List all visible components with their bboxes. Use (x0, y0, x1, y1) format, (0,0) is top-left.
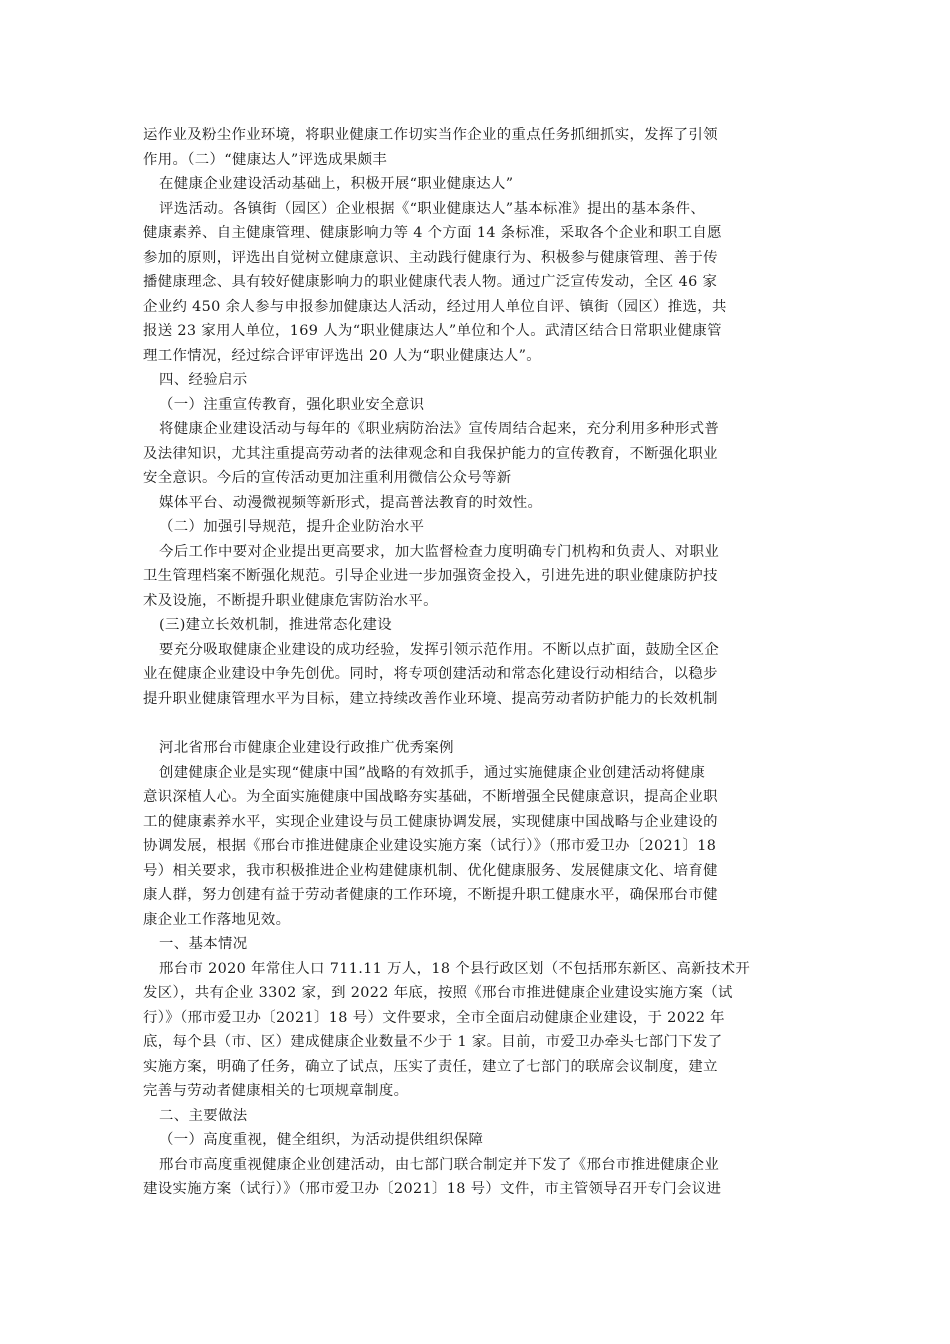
text-line: 在健康企业建设活动基础上，积极开展“职业健康达人” (159, 176, 514, 192)
text-line: 工的健康素养水平，实现企业建设与员工健康协调发展，实现健康中国战略与企业建设的 (143, 813, 718, 830)
text-line: 河北省邢台市健康企业建设行政推广优秀案例 (159, 740, 454, 756)
blank-line (143, 711, 808, 736)
text-line: 报送 23 家用人单位，169 人为“职业健康达人”单位和个人。武清区结合日常职业健康管 (143, 323, 722, 339)
text-line: 安全意识。今后的宣传活动更加注重利用微信公众号等新 (143, 470, 512, 486)
text-line: 及法律知识，尤其注重提高劳动者的法律观念和自我保护能力的宣传教育，不断强化职业 (143, 445, 718, 462)
text-line: 参加的原则，评选出自觉树立健康意识、主动践行健康行为、积极参与健康管理、善于传 (143, 249, 718, 266)
text-line: 一、基本情况 (159, 936, 248, 952)
text-line: 播健康理念、具有较好健康影响力的职业健康代表人物。通过广泛宣传发动，全区 46 家 (143, 274, 718, 290)
text-line: 号）相关要求，我市积极推进企业构建健康机制、优化健康服务、发展健康文化、培育健 (143, 862, 718, 879)
text-line: 实施方案，明确了任务，确立了试点，压实了责任，建立了七部门的联席会议制度，建立 (143, 1058, 718, 1075)
text-line: 评选活动。各镇街（园区）企业根据《“职业健康达人”基本标准》提出的基本条件、 (159, 200, 706, 217)
text-line: 康企业工作落地见效。 (143, 911, 291, 928)
text-line: 卫生管理档案不断强化规范。引导企业进一步加强资金投入，引进先进的职业健康防护技 (143, 568, 718, 584)
text-line: 提升职业健康管理水平为目标，建立持续改善作业环境、提高劳动者防护能力的长效机制 (143, 690, 718, 707)
text-line: 康人群，努力创建有益于劳动者健康的工作环境，不断提升职工健康水平，确保邢台市健 (143, 887, 718, 903)
text-line: 四、经验启示 (159, 372, 248, 388)
text-line: 发区），共有企业 3302 家，到 2022 年底，按照《邢台市推进健康企业建设实施方案（试 (143, 985, 733, 1001)
text-line: 将健康企业建设活动与每年的《职业病防治法》宣传周结合起来，充分利用多种形式普 (159, 421, 720, 437)
text-line: （一）高度重视，健全组织，为活动提供组织保障 (159, 1132, 484, 1148)
text-line: 今后工作中要对企业提出更高要求，加大监督检查力度明确专门机构和负责人、对职业 (159, 543, 720, 560)
text-line: （二）加强引导规范，提升企业防治水平 (159, 519, 425, 535)
text-line: 协调发展，根据《邢台市推进健康企业建设实施方案（试行）》（邢市爱卫办〔2021〕18 (143, 838, 717, 854)
text-line: 完善与劳动者健康相关的七项规章制度。 (143, 1083, 409, 1099)
text-line: 运作业及粉尘作业环境，将职业健康工作切实当作企业的重点任务抓细抓实，发挥了引领 (143, 127, 718, 143)
text-line: 健康素养、自主健康管理、健康影响力等 4 个方面 14 条标准，采取各个企业和职工自愿 (143, 225, 722, 241)
text-line: 要充分吸取健康企业建设的成功经验，发挥引领示范作用。不断以点扩面，鼓励全区企 (159, 641, 720, 658)
text-line: 创建健康企业是实现“健康中国”战略的有效抓手，通过实施健康企业创建活动将健康 (159, 764, 706, 781)
text-line: 意识深植人心。为全面实施健康中国战略夯实基础，不断增强全民健康意识，提高企业职 (143, 789, 718, 805)
text-line: 理工作情况，经过综合评审评选出 20 人为“职业健康达人”。 (143, 347, 542, 364)
text-line: 邢台市 2020 年常住人口 711.11 万人，18 个县行政区划（不包括邢东新区、高新技术开 (159, 960, 751, 977)
text-line: 行）》（邢市爱卫办〔2021〕18 号）文件要求，全市全面启动健康企业建设，于 2022 年 (143, 1009, 725, 1026)
text-line: 作用。（二）“健康达人”评选成果颇丰 (143, 151, 388, 168)
text-line: （一）注重宣传教育，强化职业安全意识 (159, 396, 425, 413)
text-line: 企业约 450 余人参与申报参加健康达人活动，经过用人单位自评、镇街（园区）推选，共 (143, 298, 727, 315)
text-line: 二、主要做法 (159, 1107, 248, 1124)
text-line: 建设实施方案（试行）》（邢市爱卫办〔2021〕18 号）文件，市主管领导召开专门会议进 (143, 1181, 722, 1197)
text-line: 媒体平台、动漫微视频等新形式，提高普法教育的时效性。 (159, 494, 543, 511)
text-line: 术及设施，不断提升职业健康危害防治水平。 (143, 592, 438, 609)
text-line: (三)建立长效机制，推进常态化建设 (159, 617, 393, 633)
text-line: 底，每个县（市、区）建成健康企业数量不少于 1 家。目前，市爱卫办牵头七部门下发了 (143, 1034, 723, 1050)
document-body (143, 123, 808, 1202)
text-line: 业在健康企业建设中争先创优。同时，将专项创建活动和常态化建设行动相结合，以稳步 (143, 666, 718, 682)
text-line: 邢台市高度重视健康企业创建活动，由七部门联合制定并下发了《邢台市推进健康企业 (159, 1156, 720, 1173)
